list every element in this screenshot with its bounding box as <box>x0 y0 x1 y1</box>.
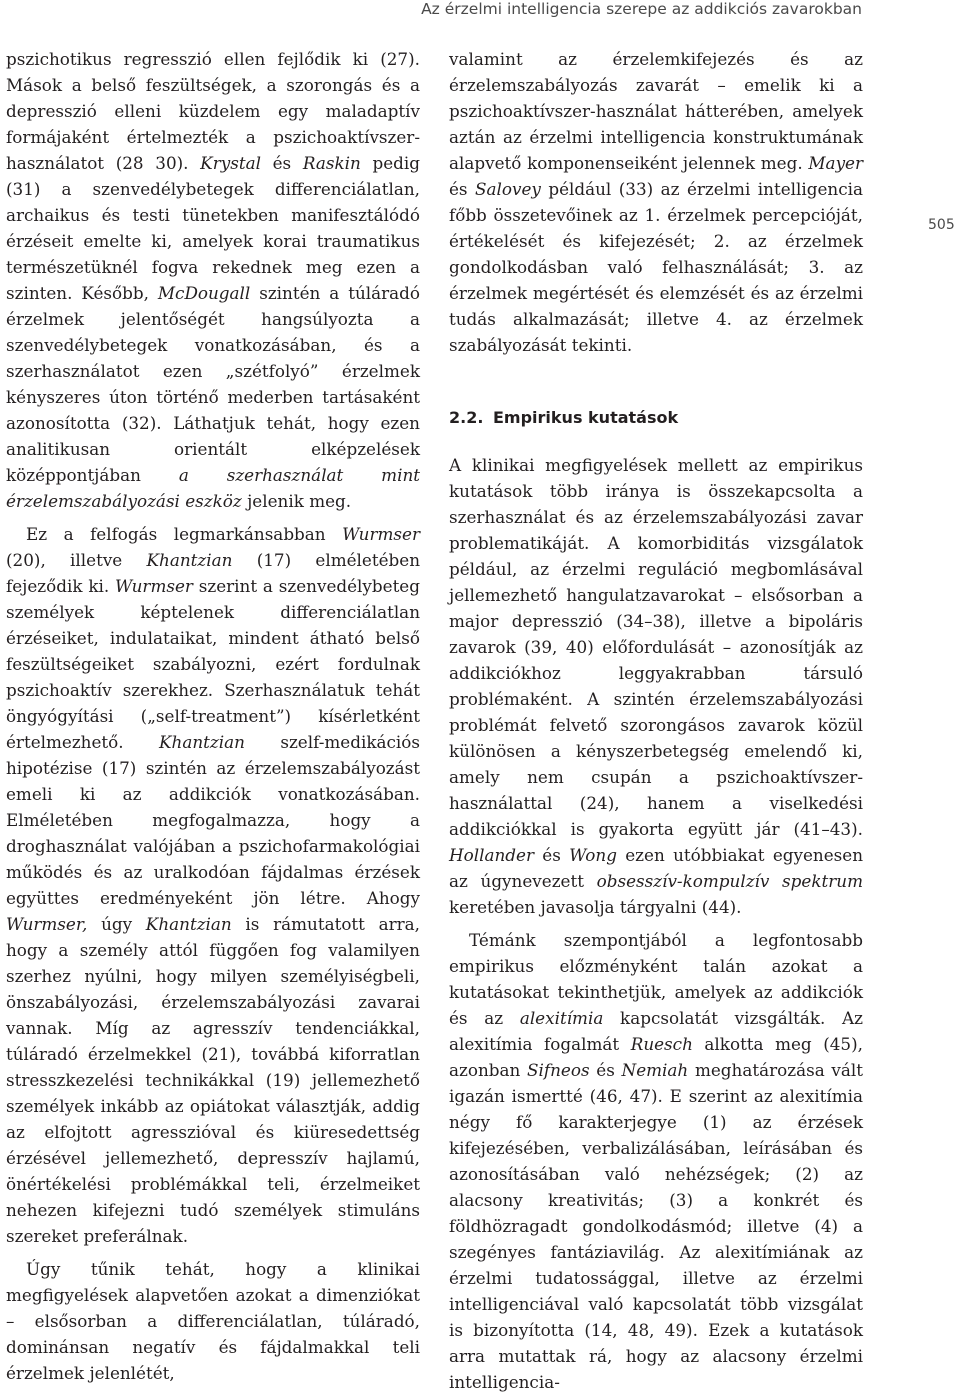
left-paragraph-2 <box>6 521 420 1249</box>
text-run: úgy <box>87 914 146 934</box>
italic-run: Ruesch <box>630 1034 693 1054</box>
italic-run: a szerhasználat mint érzelemszabályozási eszköz <box>6 465 421 511</box>
text-run: meghatározása vált igazán ismertté (46, 47). E szerint az alexitímia négy fő karakterjegye (1) az érzések kifejezésében, verbalizálásában, leírásában és azonosításában való nehézségek; (2) az alacsony kreativitás; (3) a konkrét és földhözragadt gondolkodásmód; illetve (4) a szegényes fantáziavilág. Az alexitímiának az érzelmi tudatossággal, illetve az érzelmi intelligenciával való kapcsolatát több vizsgálat is bizonyította (14, 48, 49). Ezek a kutatások arra mutattak rá, hogy az alacsony érzelmi intelligencia- <box>449 1060 863 1392</box>
italic-run: Khantzian <box>145 914 232 934</box>
italic-run: Wurmser, <box>6 914 88 934</box>
text-run: ezen utóbbiakat egyenesen az úgynevezett <box>449 845 863 891</box>
italic-run: Salovey <box>475 179 541 199</box>
left-paragraph-1 <box>6 46 420 514</box>
italic-run: Wong <box>569 845 617 865</box>
running-header: Az érzelmi intelligencia szerepe az addikciós zavarokban <box>421 0 862 18</box>
italic-run: Sifneos <box>527 1060 590 1080</box>
italic-run: Krystal <box>200 153 261 173</box>
italic-run: alexitímia <box>519 1008 604 1028</box>
text-run: szelf-medikációs hipotézise (17) szintén az érzelemszabályozást emeli ki az addikciók vonatkozásában. Elméletében megfogalmazza, hogy a droghasználat valójában a pszichofarmakológiai működés és az uralkodóan fájdalmas érzések együttes eredményeként jön létre. Ahogy <box>6 732 420 908</box>
right-column <box>449 46 863 1395</box>
text-run: és <box>589 1060 622 1080</box>
page-number: 505 <box>928 217 955 233</box>
section-title: Empirikus kutatások <box>493 408 679 427</box>
text-run: (20), illetve <box>6 550 147 570</box>
text-run: és <box>449 179 475 199</box>
text-run: alkotta meg (45), azonban <box>449 1034 863 1080</box>
italic-run: McDougall <box>157 283 251 303</box>
right-paragraph-1 <box>449 452 863 920</box>
text-run: és <box>533 845 570 865</box>
italic-run: Khantzian <box>159 732 245 752</box>
italic-run: Nemiah <box>621 1060 689 1080</box>
right-intro-paragraph <box>449 46 863 358</box>
section-heading <box>449 405 863 431</box>
left-column <box>6 46 420 1386</box>
italic-run: Mayer <box>808 153 863 173</box>
italic-run: Khantzian <box>146 550 233 570</box>
text-run: és <box>260 153 303 173</box>
text-run: keretében javasolja tárgyalni (44). <box>449 897 742 917</box>
text-run: valamint az érzelemkifejezés és az érzelemszabályozás zavarát – emelik ki a pszichoaktívszer-használat hátterében, amelyek aztán az érzelmi intelligencia konstruktumának alapvető komponenseiként jelennek meg. <box>449 49 863 173</box>
italic-run: obsesszív-kompulzív spektrum <box>596 871 863 891</box>
text-run: például (33) az érzelmi intelligencia főbb összetevőinek az 1. érzelmek percepcióját, értékelését és kifejezését; 2. az érzelmek gondolkodásban való felhasználását; 3. az érzelmek megértését és elemzését és az érzelmi tudás alkalmazását; illetve 4. az érzelmek szabályozását tekinti. <box>449 179 863 355</box>
section-number: 2.2. <box>449 408 484 427</box>
italic-run: Hollander <box>449 845 534 865</box>
text-run: is rámutatott arra, hogy a személy attól függően fog valamilyen szerhez nyúlni, hogy milyen személyiségbeli, önszabályozási, érzelemszabályozási zavarai vannak. Míg az agresszív tendenciákkal, túláradó érzelmekkel (21), továbbá kiforratlan stresszkezelési technikákkal (19) jellemezhető személyek inkább az opiátokat választják, addig az elfojtott agresszióval és kiüresedettség érzésével jellemezhető, depresszív hajlamú, önértékelési problémákkal teli, érzelmeiket nehezen kifejezni tudó személyek stimuláns szereket preferálnak. <box>6 914 421 1246</box>
right-paragraph-2 <box>449 927 863 1395</box>
text-run: jelenik meg. <box>241 491 352 511</box>
text-run: Témánk szempontjából a legfontosabb empirikus előzményként talán azokat a kutatásokat tekinthetjük, amelyek az addikciók és az <box>449 930 863 1028</box>
text-run: szintén a túláradó érzelmek jelentőségét hangsúlyozta a szenvedélybetegek vonatkozásában, és a szerhasználatot ezen „szétfolyó” érzelmek kényszeres úton történő mederben tartásaként azonosította (32). Láthatjuk tehát, hogy ezen analitikusan orientált elképzelések középpontjában <box>6 283 420 485</box>
text-run: Ez a felfogás legmarkánsabban <box>26 524 343 544</box>
text-run: kapcsolatát vizsgálták. Az alexitímia fogalmát <box>449 1008 863 1054</box>
text-run: A klinikai megfigyelések mellett az empirikus kutatások több iránya is összekapcsolta a szerhasználat és az érzelemszabályozási zavar problematikáját. A komorbiditás vizsgálatok például, az érzelmi reguláció megbomlásával jellemezhető hangulatzavarokat – elsősorban a major depresszió (34–38), illetve a bipoláris zavarok (39, 40) előfordulását – azonosítják az addikciókhoz leggyakrabban társuló problémaként. A szintén érzelemszabályozási problémát felvető szorongásos zavarok közül különösen a kényszerbetegség emelendő ki, amely nem csupán a pszichoaktívszer-használattal (24), hanem a viselkedési addikciókkal is gyakorta együtt jár (41–43). <box>449 455 863 839</box>
text-run: szerint a szenvedélybeteg személyek képtelenek differenciálatlan érzéseiket, indulataikat, mindent átható belső feszültségeiket szabályozni, ezért fordulnak pszichoaktív szerekhez. Szerhasználatuk tehát öngyógyítási („self-treatment”) kísérletként értelmezhető. <box>6 576 420 752</box>
text-run: (17) elméletében fejeződik ki. <box>6 550 421 596</box>
text-run: Úgy tűnik tehát, hogy a klinikai megfigyelések alapvetően azokat a dimenziókat – elsősorban a differenciálatlan, túláradó, dominánsan negatív és fájdalmakkal teli érzelmek jelenlétét, <box>6 1259 420 1383</box>
text-run: pedig (31) a szenvedélybetegek differenciálatlan, archaikus és testi tünetekben manifesztálódó érzéseit emelte ki, amelyek korai traumatikus természetüknél fogva rekednek meg ezen a szinten. Később, <box>6 153 420 303</box>
left-paragraph-3 <box>6 1256 420 1386</box>
text-run: pszichotikus regresszió ellen fejlődik ki (27). Mások a belső feszültségek, a szorongás és a depresszió elleni küzdelem egy maladaptív formájaként értelmezték a pszichoaktívszer-használatot (28 30). <box>6 49 420 173</box>
italic-run: Wurmser <box>115 576 193 596</box>
italic-run: Raskin <box>302 153 361 173</box>
italic-run: Wurmser <box>342 524 420 544</box>
